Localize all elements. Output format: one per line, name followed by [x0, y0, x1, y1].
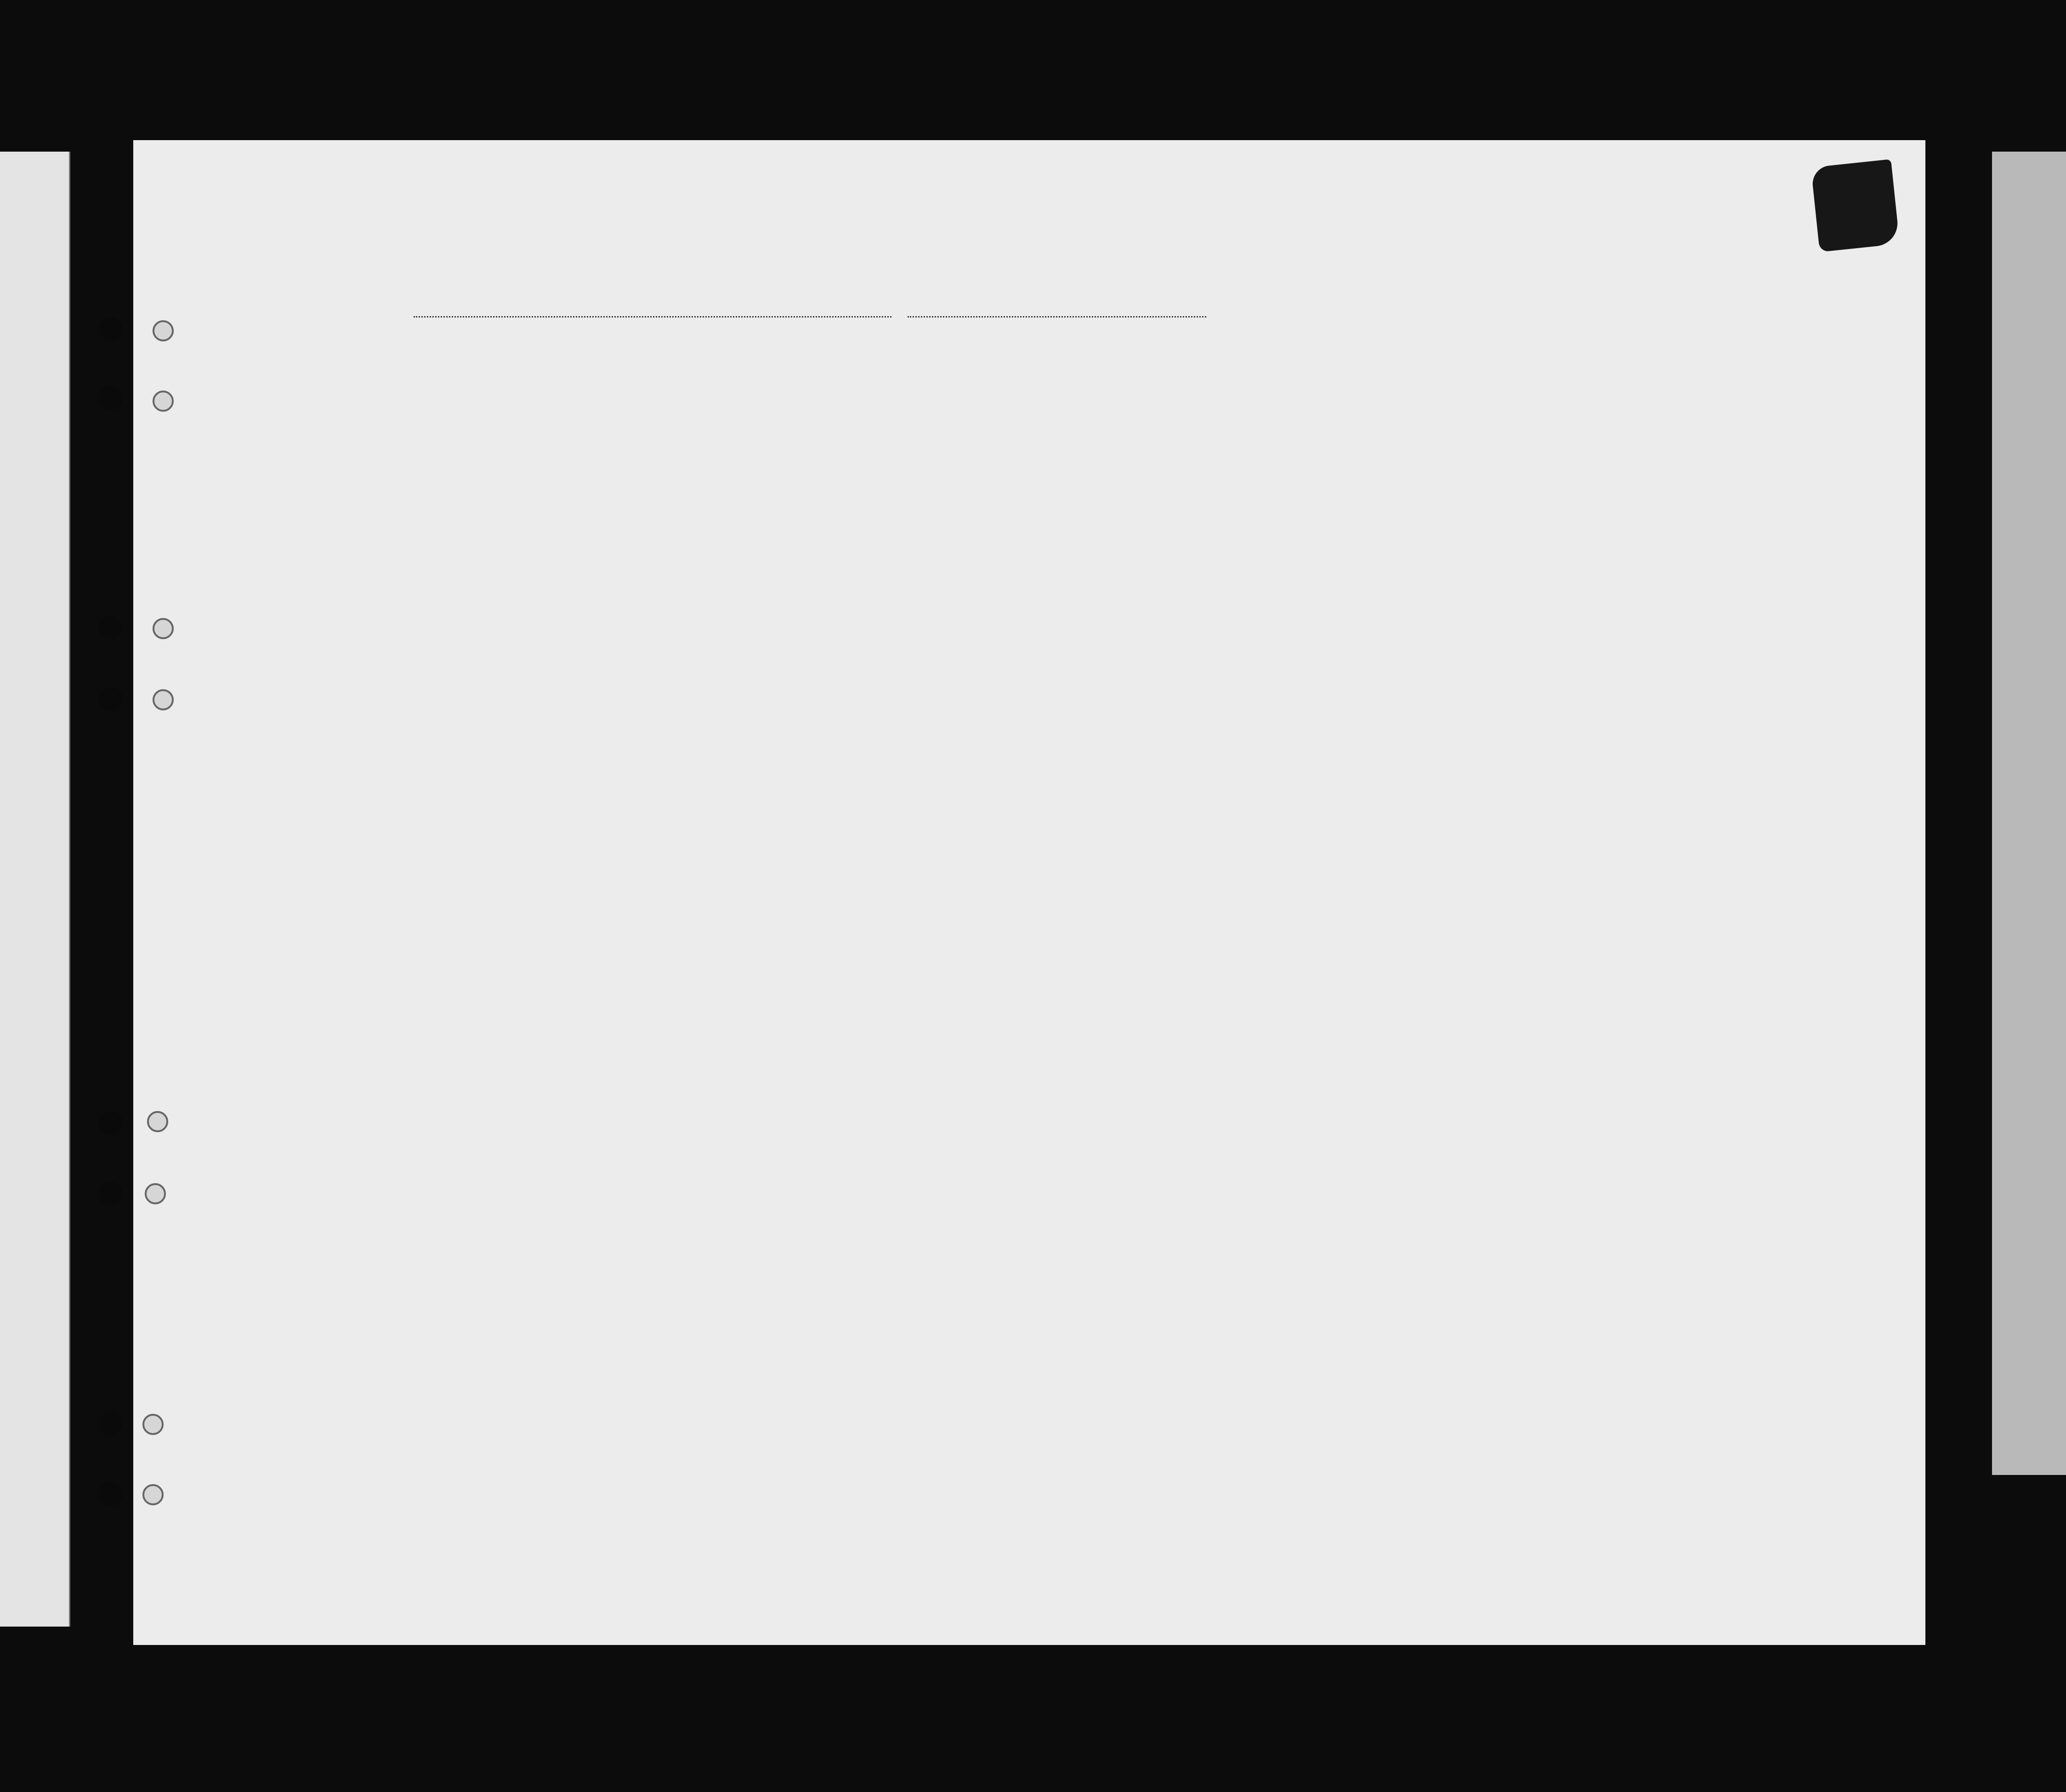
reinforcement-ring — [142, 1484, 164, 1505]
header-return-intent — [1143, 367, 1168, 505]
header-contract — [1429, 358, 1452, 496]
reinforcement-ring — [145, 1183, 166, 1204]
reinforcement-ring — [153, 391, 174, 412]
punch-hole — [99, 1412, 123, 1435]
punch-hole — [99, 616, 123, 640]
header-prison — [1296, 358, 1314, 496]
punch-hole — [99, 386, 123, 410]
punch-hole — [99, 317, 123, 341]
reinforcement-ring — [142, 1414, 164, 1435]
punch-hole — [99, 1111, 123, 1135]
reinforcement-ring — [153, 689, 174, 710]
punch-hole — [99, 687, 123, 711]
header-deported — [1470, 356, 1484, 494]
header-overthrow — [1380, 364, 1414, 502]
punch-hole — [99, 1182, 123, 1206]
reinforcement-ring — [147, 1111, 168, 1132]
punch-hole — [99, 1482, 123, 1506]
reinforcement-ring — [153, 618, 174, 639]
reinforcement-ring — [153, 320, 174, 341]
